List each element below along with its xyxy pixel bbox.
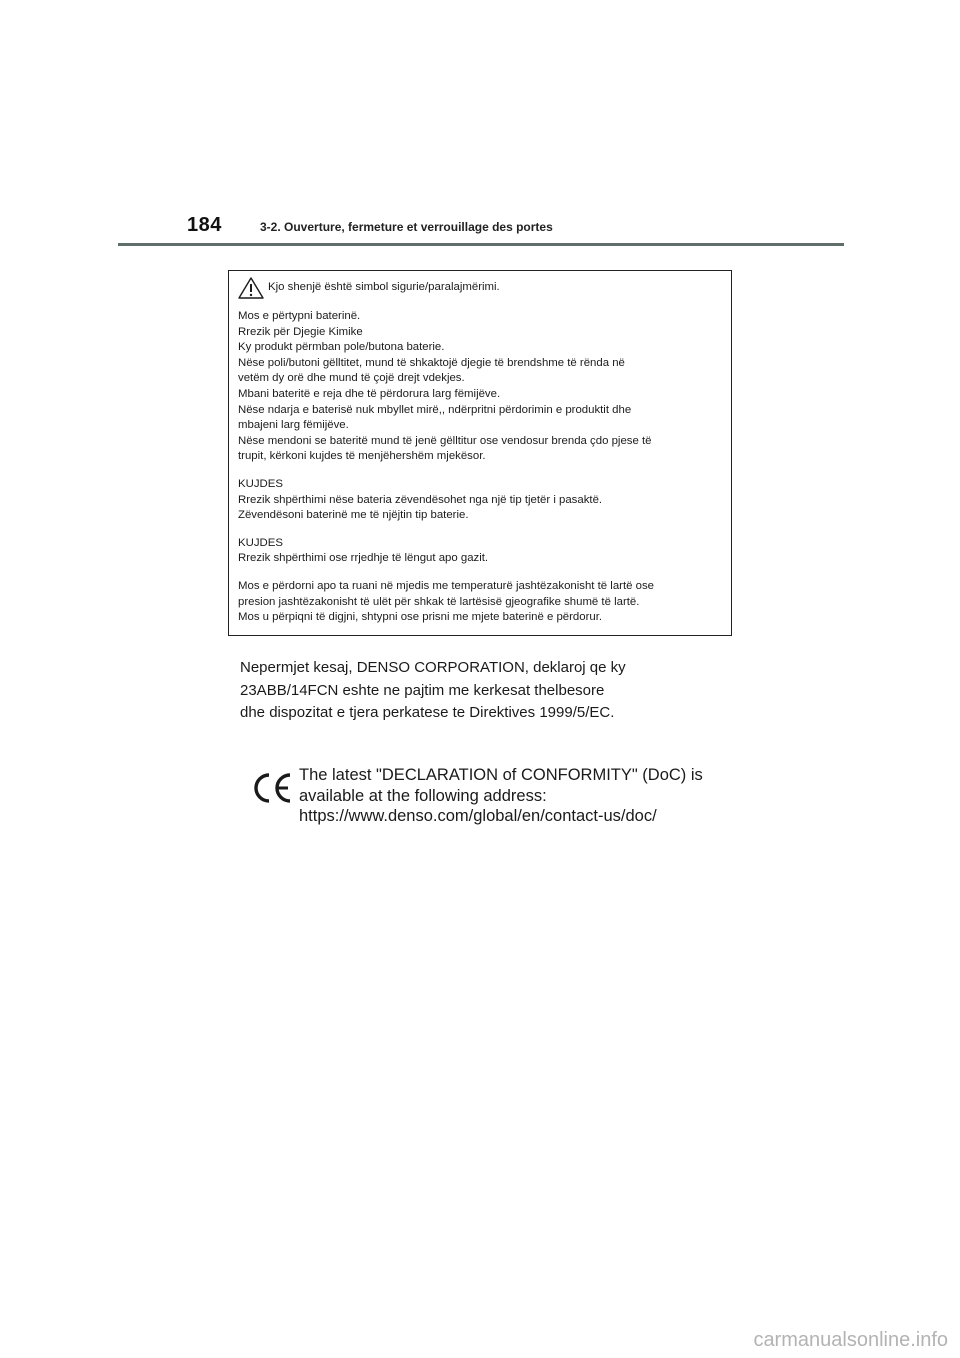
warning-line: Nëse mendoni se bateritë mund të jenë gëlltitur ose vendosur brenda çdo pjese të [238,434,652,447]
warning-heading-row [238,277,731,299]
conformity-declaration [240,657,626,725]
ce-mark-icon [252,772,292,804]
warning-line: mbajeni larg fëmijëve. [238,419,349,432]
warning-line: Mos e përtypni baterinë. [238,310,361,322]
warning-line: trupit, kërkoni kujdes të menjëhershëm mjekësor. [238,450,486,463]
doc-note-line: available at the following address: [299,786,547,805]
warning-line: Nëse ndarja e baterisë nuk mbyllet mirë,, ndërpritni përdorimin e produktit dhe [238,403,632,416]
page-number: 184 [187,214,222,236]
warning-heading: Kjo shenjë është simbol sigurie/paralajmërimi. [268,281,500,294]
battery-warning-box [228,270,732,636]
caution-paragraph [238,477,731,524]
warning-line: Nëse poli/butoni gëlltitet, mund të shkaktojë djegie të brendshme të rënda në [238,356,625,369]
watermark: carmanualsonline.info [753,1329,948,1351]
doc-availability-note [299,765,703,827]
warning-line: Ky produkt përmban pole/butona baterie. [238,341,445,354]
warning-paragraph [238,309,731,465]
declaration-line: Nepermjet kesaj, DENSO CORPORATION, deklaroj qe ky [240,659,626,676]
caution-line: Rrezik shpërthimi nëse bateria zëvendësohet nga një tip tjetër i pasaktë. [238,493,603,506]
declaration-line: 23ABB/14FCN eshte ne pajtim me kerkesat thelbesore [240,681,605,699]
warning-triangle-icon [238,277,264,299]
header-divider [118,243,844,246]
caution-line: Rrezik shpërthimi ose rrjedhje të lëngut apo gazit. [238,552,489,565]
caution-line: Zëvendësoni baterinë me të njëjtin tip baterie. [238,509,469,522]
caution-paragraph [238,536,731,567]
usage-line: presion jashtëzakonisht të ulët për shkak të lartësisë gjeografike shumë të lartë. [238,595,640,608]
section-title: 3-2. Ouverture, fermeture et verrouillage des portes [260,220,553,234]
usage-line: Mos u përpiqni të digjni, shtypni ose prisni me mjete baterinë e përdorur. [238,611,603,624]
warning-line: Rrezik për Djegie Kimike [238,325,363,338]
warning-line: vetëm dy orë dhe mund të çojë drejt vdekjes. [238,372,465,385]
caution-heading: KUJDES [238,536,283,549]
usage-line: Mos e përdorni apo ta ruani në mjedis me temperaturë jashtëzakonisht të lartë ose [238,579,654,592]
usage-paragraph [238,579,731,626]
caution-heading: KUJDES [238,477,283,490]
warning-line: Mbani bateritë e reja dhe të përdorura larg fëmijëve. [238,387,501,400]
doc-note-line: The latest "DECLARATION of CONFORMITY" (DoC) is [299,766,703,784]
doc-url[interactable]: https://www.denso.com/global/en/contact-us/doc/ [299,807,657,825]
declaration-line: dhe dispozitat e tjera perkatese te Direktives 1999/5/EC. [240,704,615,721]
